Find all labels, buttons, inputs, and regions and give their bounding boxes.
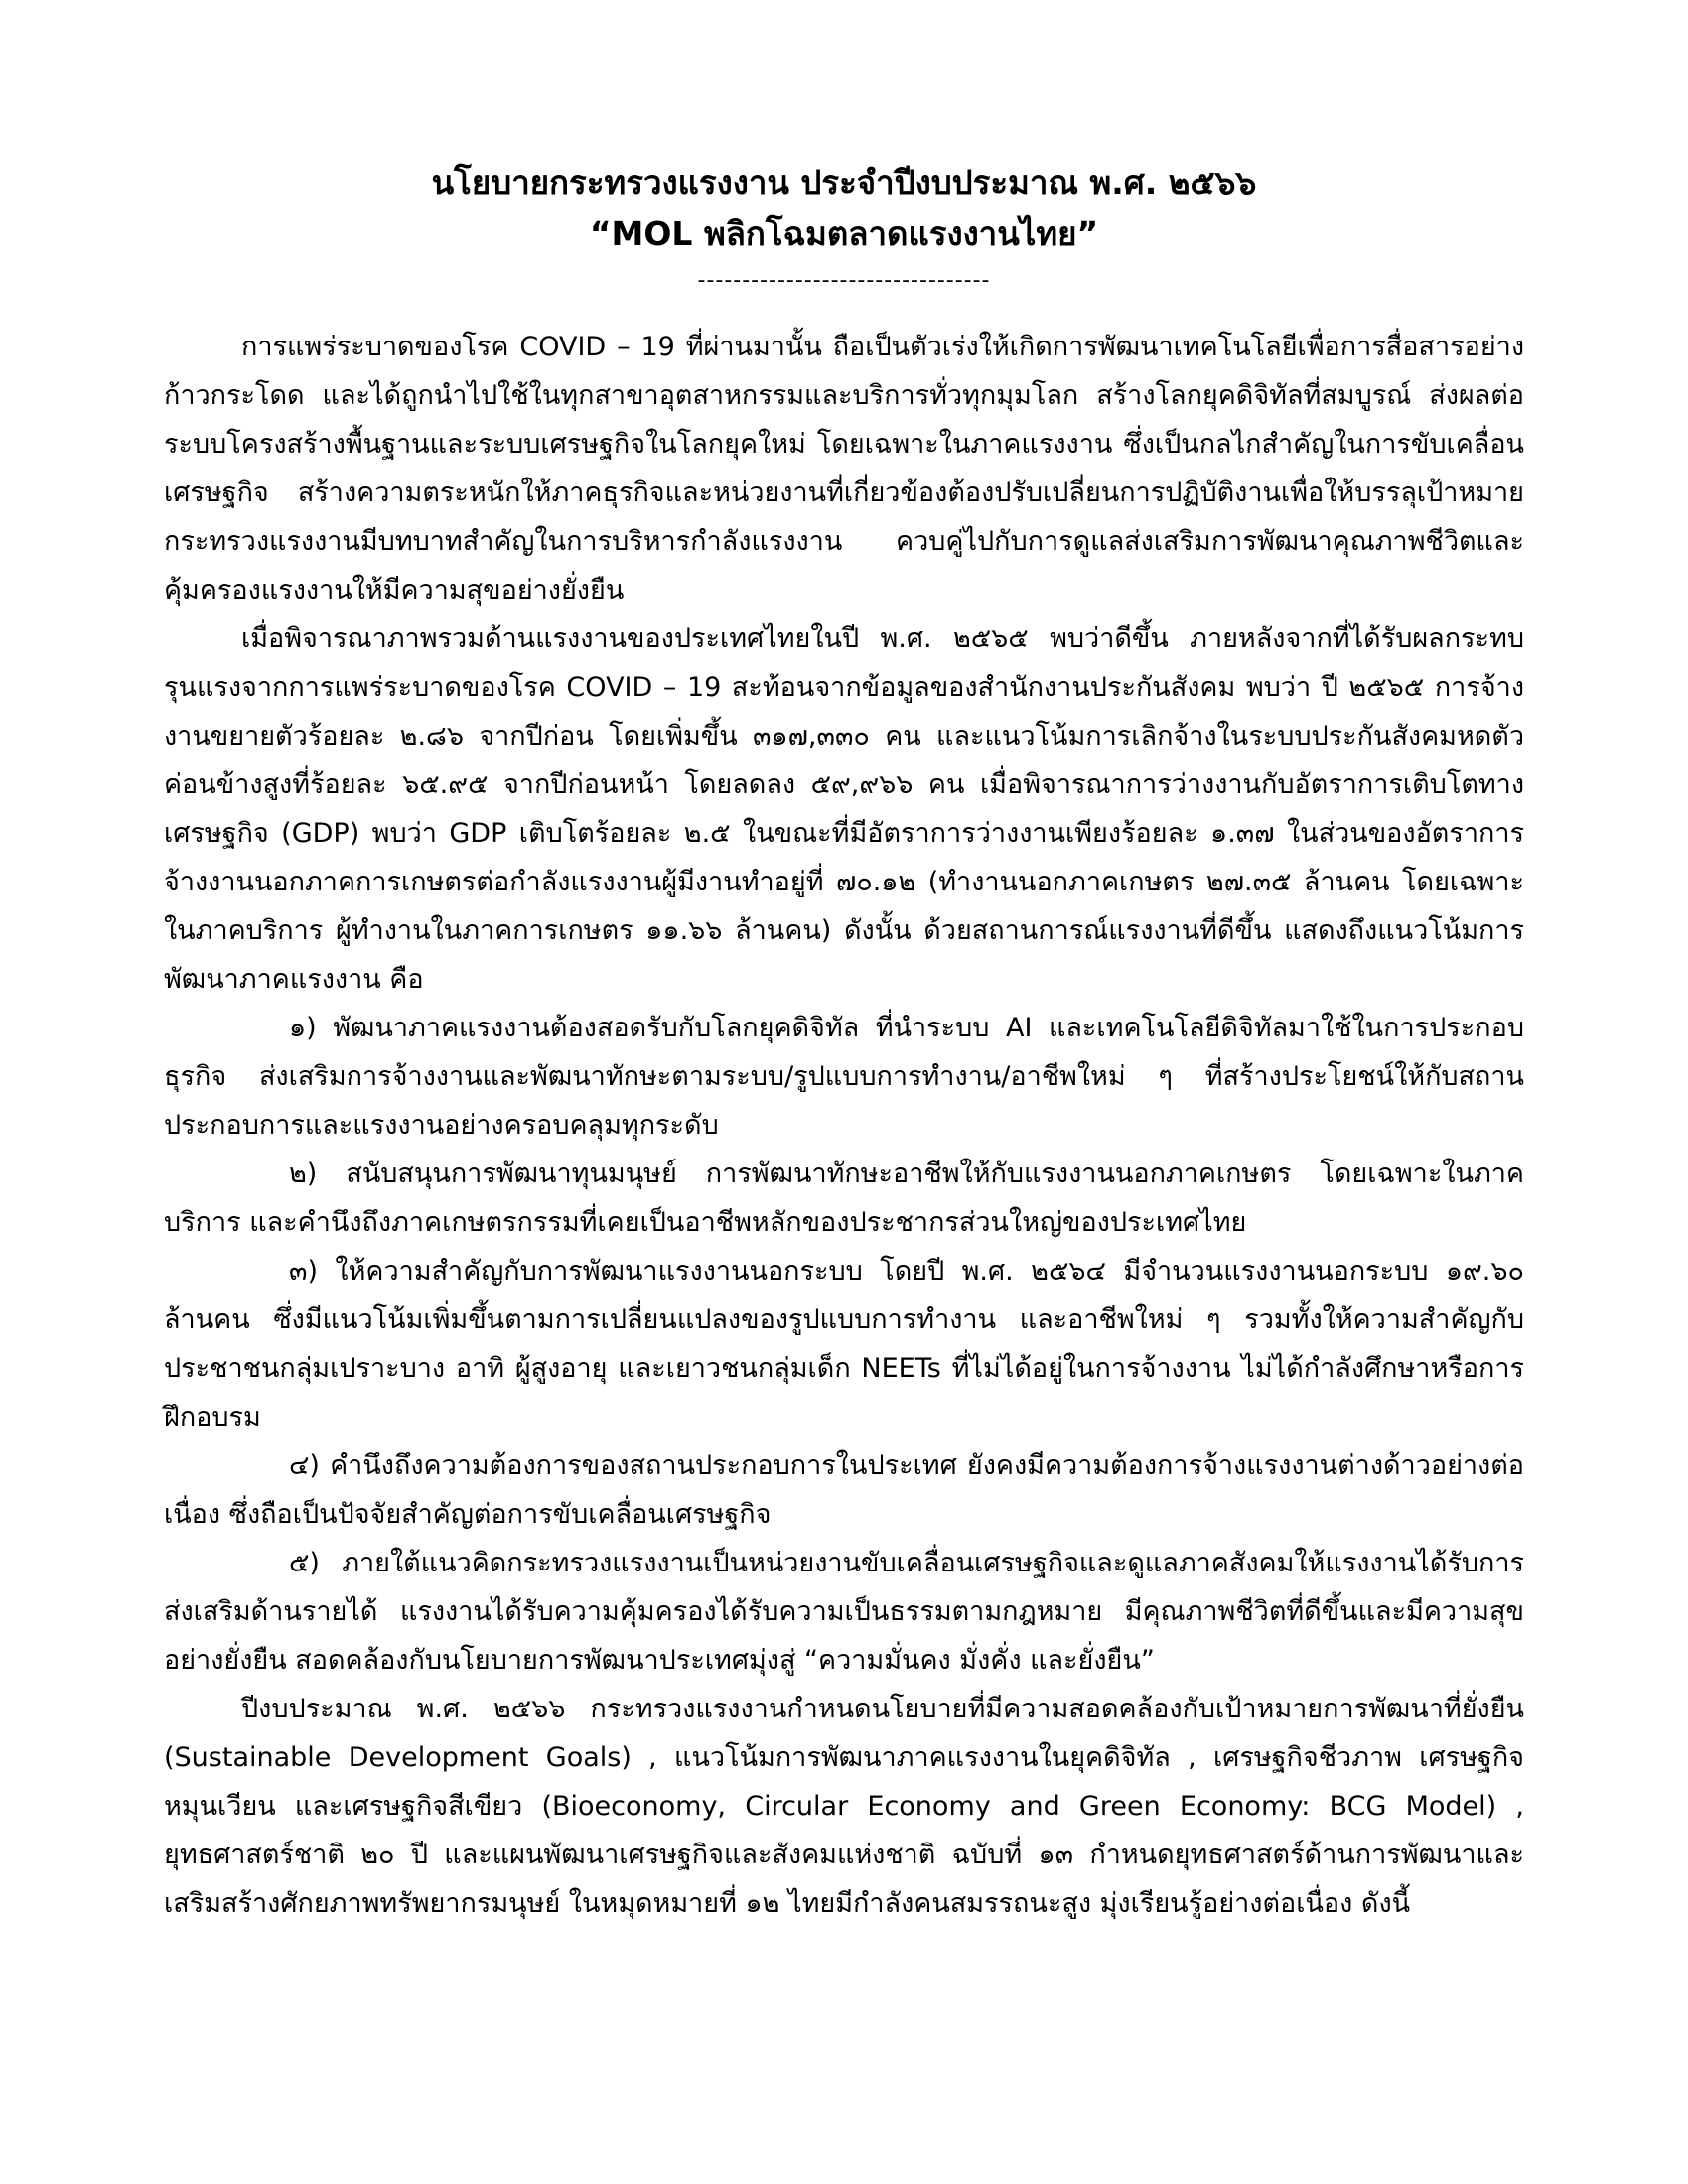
list-item-3: ๓) ให้ความสำคัญกับการพัฒนาแรงงานนอกระบบ โดยปี พ.ศ. ๒๕๖๔ มีจำนวนแรงงานนอกระบบ ๑๙.๖๐ ล้านคน ซึ่งมีแนวโน้มเพิ่มขึ้นตามการเปลี่ยนแปลงของรูปแบบการทำงาน และอาชีพใหม่ ๆ รวมทั้งให้ความสำคัญกับประชาชนกลุ่มเปราะบาง อาทิ ผู้สูงอายุ และเยาวชนกลุ่มเด็ก NEETs ที่ไม่ได้อยู่ในการจ้างงาน ไม่ได้กำลังศึกษาหรือการฝึกอบรม bbox=[164, 1256, 1524, 1433]
list-item-1: ๑) พัฒนาภาคแรงงานต้องสอดรับกับโลกยุคดิจิทัล ที่นำระบบ AI และเทคโนโลยีดิจิทัลมาใช้ในการประกอบธุรกิจ ส่งเสริมการจ้างงานและพัฒนาทักษะตามระบบ/รูปแบบการทำงาน/อาชีพใหม่ ๆ ที่สร้างประโยชน์ให้กับสถานประกอบการและแรงงานอย่างครอบคลุมทุกระดับ bbox=[164, 1013, 1524, 1141]
list-item-2: ๒) สนับสนุนการพัฒนาทุนมนุษย์ การพัฒนาทักษะอาชีพให้กับแรงงานนอกภาคเกษตร โดยเฉพาะในภาคบริการ และคำนึงถึงภาคเกษตรกรรมที่เคยเป็นอาชีพหลักของประชากรส่วนใหญ่ของประเทศไทย bbox=[164, 1159, 1524, 1238]
divider-line: --------------------------------- bbox=[697, 268, 991, 293]
list-item-5: ๕) ภายใต้แนวคิดกระทรวงแรงงานเป็นหน่วยงานขับเคลื่อนเศรษฐกิจและดูแลภาคสังคมให้แรงงานได้รับการส่งเสริมด้านรายได้ แรงงานได้รับความคุ้มครองได้รับความเป็นธรรมตามกฎหมาย มีคุณภาพชีวิตที่ดีขึ้นและมีความสุขอย่างยั่งยืน สอดคล้องกับนโยบายการพัฒนาประเทศมุ่งสู่ “ความมั่นคง มั่งคั่ง และยั่งยืน” bbox=[164, 1548, 1524, 1676]
paragraph-intro: การแพร่ระบาดของโรค COVID – 19 ที่ผ่านมานั้น ถือเป็นตัวเร่งให้เกิดการพัฒนาเทคโนโลยีเพื่อการสื่อสารอย่างก้าวกระโดด และได้ถูกนำไปใช้ในทุกสาขาอุตสาหกรรมและบริการทั่วทุกมุมโลก สร้างโลกยุคดิจิทัลที่สมบูรณ์ ส่งผลต่อระบบโครงสร้างพื้นฐานและระบบเศรษฐกิจในโลกยุคใหม่ โดยเฉพาะในภาคแรงงาน ซึ่งเป็นกลไกสำคัญในการขับเคลื่อนเศรษฐกิจ สร้างความตระหนักให้ภาคธุรกิจและหน่วยงานที่เกี่ยวข้องต้องปรับเปลี่ยนการปฏิบัติงานเพื่อให้บรรลุเป้าหมาย กระทรวงแรงงานมีบทบาทสำคัญในการบริหารกำลังแรงงาน ควบคู่ไปกับการดูแลส่งเสริมการพัฒนาคุณภาพชีวิตและคุ้มครองแรงงานให้มีความสุขอย่างยั่งยืน bbox=[164, 332, 1524, 606]
title-block bbox=[0, 157, 1688, 296]
document-subtitle: “MOL พลิกโฉมตลาดแรงงานไทย” bbox=[589, 214, 1099, 253]
document-body bbox=[164, 323, 1524, 1928]
paragraph-closing: ปีงบประมาณ พ.ศ. ๒๕๖๖ กระทรวงแรงงานกำหนดนโยบายที่มีความสอดคล้องกับเป้าหมายการพัฒนาที่ยั่งยืน (Sustainable Development Goals) , แนวโน้มการพัฒนาภาคแรงงานในยุคดิจิทัล , เศรษฐกิจชีวภาพ เศรษฐกิจหมุนเวียน และเศรษฐกิจสีเขียว (Bioeconomy, Circular Economy and Green Economy: BCG Model) , ยุทธศาสตร์ชาติ ๒๐ ปี และแผนพัฒนาเศรษฐกิจและสังคมแห่งชาติ ฉบับที่ ๑๓ กำหนดยุทธศาสตร์ด้านการพัฒนาและเสริมสร้างศักยภาพทรัพยากรมนุษย์ ในหมุดหมายที่ ๑๒ ไทยมีกำลังคนสมรรถนะสูง มุ่งเรียนรู้อย่างต่อเนื่อง ดังนี้ bbox=[164, 1694, 1524, 1919]
paragraph-labour-overview: เมื่อพิจารณาภาพรวมด้านแรงงานของประเทศไทยในปี พ.ศ. ๒๕๖๕ พบว่าดีขึ้น ภายหลังจากที่ได้รับผลกระทบรุนแรงจากการแพร่ระบาดของโรค COVID – 19 สะท้อนจากข้อมูลของสำนักงานประกันสังคม พบว่า ปี ๒๕๖๕ การจ้างงานขยายตัวร้อยละ ๒.๘๖ จากปีก่อน โดยเพิ่มขึ้น ๓๑๗,๓๓๐ คน และแนวโน้มการเลิกจ้างในระบบประกันสังคมหดตัวค่อนข้างสูงที่ร้อยละ ๖๕.๙๕ จากปีก่อนหน้า โดยลดลง ๕๙,๙๖๖ คน เมื่อพิจารณาการว่างงานกับอัตราการเติบโตทางเศรษฐกิจ (GDP) พบว่า GDP เติบโตร้อยละ ๒.๕ ในขณะที่มีอัตราการว่างงานเพียงร้อยละ ๑.๓๗ ในส่วนของอัตราการจ้างงานนอกภาคการเกษตรต่อกำลังแรงงานผู้มีงานทำอยู่ที่ ๗๐.๑๒ (ทำงานนอกภาคเกษตร ๒๗.๓๕ ล้านคน โดยเฉพาะในภาคบริการ ผู้ทำงานในภาคการเกษตร ๑๑.๖๖ ล้านคน) ดังนั้น ด้วยสถานการณ์แรงงานที่ดีขึ้น แสดงถึงแนวโน้มการพัฒนาภาคแรงงาน คือ bbox=[164, 623, 1524, 995]
document-title: นโยบายกระทรวงแรงงาน ประจำปีงบประมาณ พ.ศ. ๒๕๖๖ bbox=[431, 163, 1257, 202]
list-item-4: ๔) คำนึงถึงความต้องการของสถานประกอบการในประเทศ ยังคงมีความต้องการจ้างแรงงานต่างด้าวอย่างต่อเนื่อง ซึ่งถือเป็นปัจจัยสำคัญต่อการขับเคลื่อนเศรษฐกิจ bbox=[164, 1450, 1524, 1530]
